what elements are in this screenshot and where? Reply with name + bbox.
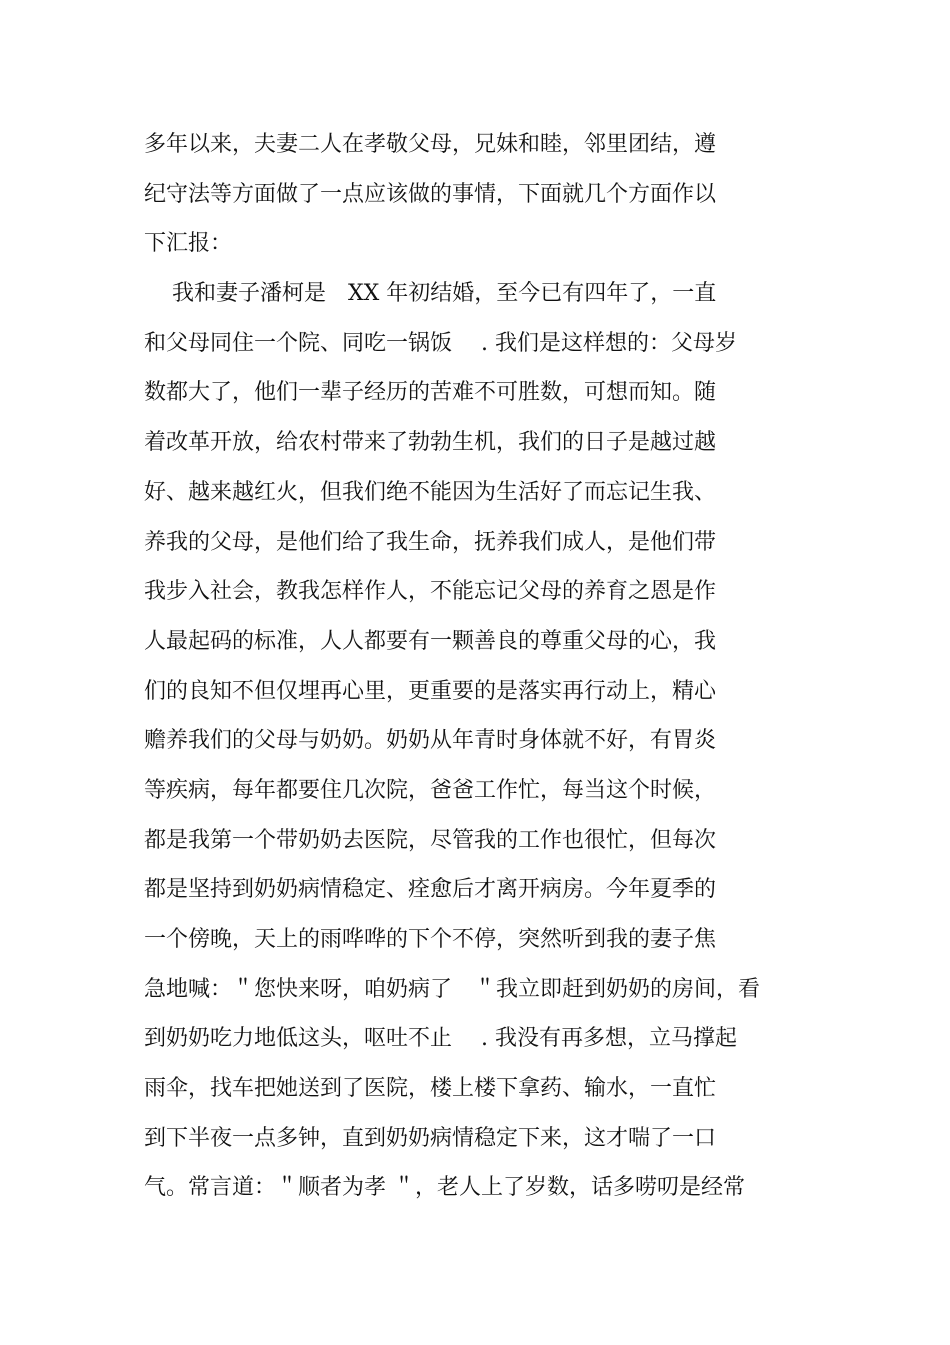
text-line: 都是坚持到奶奶病情稳定、痊愈后才离开病房。今年夏季的	[144, 877, 717, 903]
text-line: 一个傍晚，天上的雨哗哗的下个不停，突然听到我的妻子焦	[144, 927, 717, 952]
text-line: 气。常言道：＂顺者为孝 ＂，老人上了岁数，话多唠叨是经常	[144, 1175, 745, 1201]
text-line: 养我的父母，是他们给了我生命，抚养我们成人，是他们带	[144, 529, 717, 555]
text-line: 雨伞，找车把她送到了医院，楼上楼下拿药、输水，一直忙	[144, 1076, 717, 1102]
text-line: 我步入社会，教我怎样作人，不能忘记父母的养育之恩是作	[144, 579, 717, 605]
text-line: 和父母同住一个院、同吃一锅饭 . 我们是这样想的：父母岁	[144, 330, 737, 356]
text-line: 急地喊：＂您快来呀，咱奶病了 ＂我立即赶到奶奶的房间，看	[144, 976, 761, 1002]
text-line: 纪守法等方面做了一点应该做的事情，下面就几个方面作以	[144, 181, 717, 207]
text-line: 数都大了，他们一辈子经历的苦难不可胜数，可想而知。随	[144, 380, 717, 406]
text-line: 到奶奶吃力地低这头，呕吐不止 . 我没有再多想，立马撑起	[144, 1026, 737, 1052]
text-line: 我和妻子潘柯是 XX 年初结婚，至今已有四年了，一直	[144, 281, 717, 307]
text-line: 到下半夜一点多钟，直到奶奶病情稳定下来，这才喘了一口	[144, 1125, 717, 1151]
text-line: 赡养我们的父母与奶奶。奶奶从年青时身体就不好，有胃炎	[144, 728, 717, 754]
text-line: 着改革开放，给农村带来了勃勃生机，我们的日子是越过越	[144, 430, 717, 456]
text-line: 好、越来越红火，但我们绝不能因为生活好了而忘记生我、	[144, 479, 717, 505]
text-line: 都是我第一个带奶奶去医院，尽管我的工作也很忙，但每次	[144, 827, 717, 853]
text-line: 多年以来，夫妻二人在孝敬父母，兄妹和睦，邻里团结，遵	[144, 132, 717, 157]
text-line: 们的良知不但仅埋再心里，更重要的是落实再行动上，精心	[144, 678, 717, 704]
text-line: 人最起码的标准，人人都要有一颗善良的尊重父母的心，我	[144, 628, 717, 654]
text-line: 等疾病，每年都要住几次院，爸爸工作忙，每当这个时候，	[144, 777, 717, 803]
document-body	[144, 120, 844, 1213]
text-line: 下汇报：	[144, 231, 233, 257]
